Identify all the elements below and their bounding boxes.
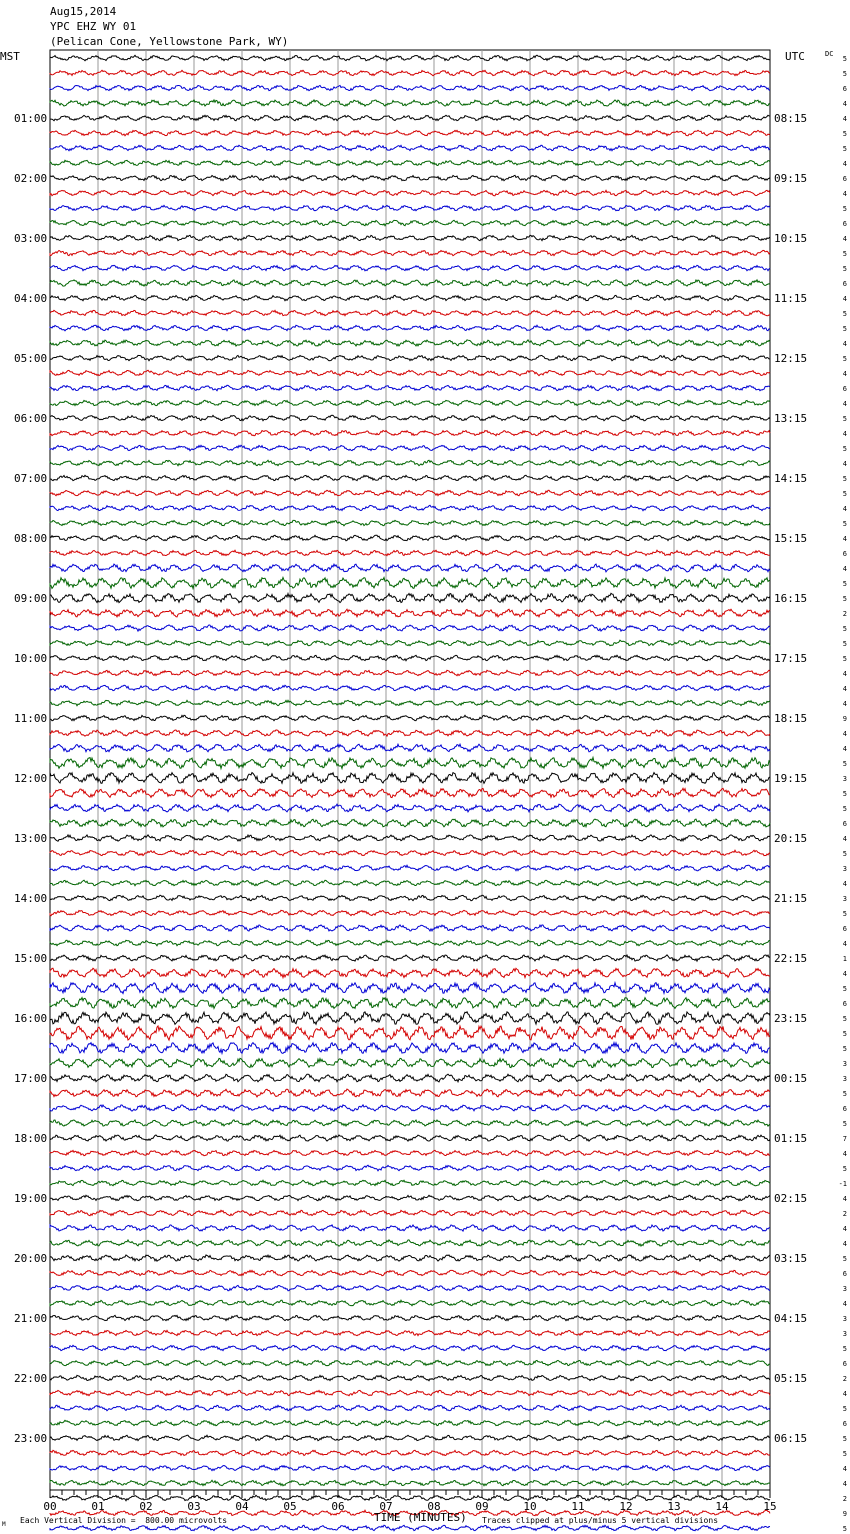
seismic-trace — [50, 550, 770, 556]
seismic-trace — [50, 788, 770, 797]
seismic-trace — [50, 1150, 770, 1155]
x-tick-label: 04 — [235, 1500, 249, 1513]
seismic-trace — [50, 1120, 770, 1126]
seismic-trace — [50, 1495, 770, 1500]
left-hour-label: 03:00 — [14, 232, 48, 245]
dc-offset-label: 4 — [842, 460, 847, 468]
seismic-trace — [50, 430, 770, 435]
left-hour-label: 04:00 — [14, 292, 48, 305]
seismic-trace — [50, 670, 770, 675]
dc-offset-label: 4 — [842, 340, 847, 348]
x-tick-label: 01 — [91, 1500, 105, 1513]
seismic-trace — [50, 1058, 770, 1067]
seismic-trace — [50, 1180, 770, 1186]
dc-offset-label: 5 — [842, 910, 847, 918]
dc-offset-label: 4 — [842, 1225, 847, 1233]
footer-clip-note: Traces clipped at plus/minus 5 vertical divisions — [482, 1516, 719, 1525]
dc-offset-label: 4 — [842, 295, 847, 303]
seismic-trace — [50, 819, 770, 827]
dc-offset-label: 6 — [842, 1270, 847, 1278]
right-hour-label: 12:15 — [774, 352, 808, 365]
seismic-trace — [50, 730, 770, 736]
right-axis-title: UTC — [785, 50, 805, 63]
seismic-trace — [50, 1360, 770, 1365]
dc-offset-label: 6 — [842, 550, 847, 558]
seismic-trace — [50, 983, 770, 994]
seismic-trace — [50, 445, 770, 450]
dc-offset-label: 4 — [842, 940, 847, 948]
dc-offset-label: 3 — [842, 775, 847, 783]
right-hour-label: 17:15 — [774, 652, 808, 665]
dc-offset-label: 4 — [842, 745, 847, 753]
seismic-trace — [50, 625, 770, 631]
dc-offset-label: 6 — [842, 820, 847, 828]
dc-offset-label: 5 — [842, 1525, 847, 1533]
seismic-trace — [50, 925, 770, 931]
dc-offset-label: 4 — [842, 1480, 847, 1488]
seismic-trace — [50, 1195, 770, 1200]
dc-offset-label: 5 — [842, 790, 847, 798]
x-tick-label: 05 — [283, 1500, 297, 1513]
seismic-trace — [50, 1105, 770, 1111]
seismic-trace — [50, 1012, 770, 1025]
seismic-trace — [50, 1255, 770, 1261]
dc-offset-label: 5 — [842, 1345, 847, 1353]
seismic-trace — [50, 744, 770, 752]
dc-offset-label: 5 — [842, 70, 847, 78]
right-hour-label: 00:15 — [774, 1072, 808, 1085]
dc-offset-label: 6 — [842, 280, 847, 288]
x-tick-label: 07 — [379, 1500, 393, 1513]
dc-offset-label: 9 — [842, 715, 847, 723]
dc-offset-label: 4 — [842, 1390, 847, 1398]
dc-offset-label: 2 — [842, 1210, 847, 1218]
x-tick-label: 09 — [475, 1500, 489, 1513]
dc-offset-label: 4 — [842, 160, 847, 168]
seismic-trace — [50, 1450, 770, 1455]
dc-offset-label: -1 — [838, 1180, 847, 1188]
seismic-trace — [50, 998, 770, 1009]
dc-offset-label: 5 — [842, 985, 847, 993]
dc-offset-label: 5 — [842, 1015, 847, 1023]
dc-offset-label: 4 — [842, 835, 847, 843]
left-hour-label: 22:00 — [14, 1372, 48, 1385]
seismic-trace — [50, 758, 770, 769]
left-hour-label: 19:00 — [14, 1192, 48, 1205]
dc-offset-label: 5 — [842, 1405, 847, 1413]
seismic-trace — [50, 490, 770, 495]
dc-offset-label: 4 — [842, 1300, 847, 1308]
x-tick-label: 12 — [619, 1500, 633, 1513]
right-hour-label: 23:15 — [774, 1012, 808, 1025]
dc-offset-label: 4 — [842, 100, 847, 108]
left-axis-title: MST — [0, 50, 20, 63]
dc-offset-label: 5 — [842, 850, 847, 858]
dc-offset-label: 5 — [842, 145, 847, 153]
dc-offset-label: 6 — [842, 220, 847, 228]
seismic-trace — [50, 700, 770, 705]
dc-offset-label: 4 — [842, 970, 847, 978]
dc-offset-label: 4 — [842, 505, 847, 513]
left-hour-label: 15:00 — [14, 952, 48, 965]
seismic-trace — [50, 115, 770, 120]
seismic-trace — [50, 220, 770, 225]
dc-offset-label: 4 — [842, 880, 847, 888]
right-hour-label: 10:15 — [774, 232, 808, 245]
dc-offset-label: 9 — [842, 1510, 847, 1518]
seismic-trace — [50, 804, 770, 812]
dc-column-title: DC — [825, 50, 834, 58]
seismic-trace — [50, 1285, 770, 1290]
seismic-trace — [50, 250, 770, 255]
seismic-trace — [50, 880, 770, 886]
left-hour-label: 13:00 — [14, 832, 48, 845]
right-hour-label: 18:15 — [774, 712, 808, 725]
seismic-trace — [50, 400, 770, 405]
dc-offset-label: 6 — [842, 85, 847, 93]
dc-offset-label: 5 — [842, 310, 847, 318]
dc-offset-label: 3 — [842, 865, 847, 873]
seismic-trace — [50, 1026, 770, 1040]
seismic-trace — [50, 325, 770, 331]
dc-offset-label: 4 — [842, 535, 847, 543]
x-tick-label: 00 — [43, 1500, 57, 1513]
dc-offset-label: 4 — [842, 430, 847, 438]
dc-offset-label: 5 — [842, 250, 847, 258]
seismic-trace — [50, 1135, 770, 1141]
dc-offset-label: 5 — [842, 520, 847, 528]
header-location: (Pelican Cone, Yellowstone Park, WY) — [50, 35, 289, 48]
seismic-trace — [50, 835, 770, 841]
left-hour-label: 16:00 — [14, 1012, 48, 1025]
right-hour-label: 05:15 — [774, 1372, 808, 1385]
seismic-trace — [50, 910, 770, 916]
dc-offset-label: 5 — [842, 265, 847, 273]
dc-offset-label: 4 — [842, 115, 847, 123]
seismic-trace — [50, 1525, 770, 1531]
seismic-trace — [50, 310, 770, 316]
left-hour-label: 20:00 — [14, 1252, 48, 1265]
seismic-trace — [50, 1043, 770, 1054]
x-tick-label: 06 — [331, 1500, 345, 1513]
x-tick-label: 10 — [523, 1500, 537, 1513]
right-hour-label: 21:15 — [774, 892, 808, 905]
seismic-trace — [50, 535, 770, 541]
seismic-trace — [50, 55, 770, 61]
seismic-trace — [50, 505, 770, 511]
dc-offset-label: 5 — [842, 355, 847, 363]
dc-offset-label: 5 — [842, 625, 847, 633]
dc-offset-label: 3 — [842, 1315, 847, 1323]
dc-offset-label: 4 — [842, 670, 847, 678]
dc-offset-label: 5 — [842, 55, 847, 63]
dc-offset-label: 4 — [842, 235, 847, 243]
seismic-trace — [50, 130, 770, 136]
header-date: Aug15,2014 — [50, 5, 117, 18]
left-hour-label: 23:00 — [14, 1432, 48, 1445]
dc-offset-label: 6 — [842, 1105, 847, 1113]
seismic-trace — [50, 1375, 770, 1381]
dc-offset-label: 3 — [842, 1075, 847, 1083]
right-hour-label: 14:15 — [774, 472, 808, 485]
x-tick-label: 08 — [427, 1500, 441, 1513]
x-tick-label: 14 — [715, 1500, 729, 1513]
seismic-trace — [50, 865, 770, 871]
seismic-trace — [50, 280, 770, 286]
seismic-trace — [50, 1435, 770, 1440]
dc-offset-label: 5 — [842, 1165, 847, 1173]
right-hour-label: 16:15 — [774, 592, 808, 605]
right-hour-label: 08:15 — [774, 112, 808, 125]
seismic-trace — [50, 593, 770, 602]
footer-scale: Each Vertical Division = 800.00 microvolts — [20, 1516, 228, 1525]
dc-offset-label: 5 — [842, 655, 847, 663]
dc-offset-label: 4 — [842, 370, 847, 378]
seismic-trace — [50, 475, 770, 480]
seismic-trace — [50, 175, 770, 180]
x-tick-label: 11 — [571, 1500, 585, 1513]
seismic-trace — [50, 355, 770, 360]
right-hour-label: 15:15 — [774, 532, 808, 545]
right-hour-label: 09:15 — [774, 172, 808, 185]
right-hour-label: 03:15 — [774, 1252, 808, 1265]
footer-corner-mark: M — [2, 1521, 6, 1528]
seismic-trace — [50, 160, 770, 165]
left-hour-label: 02:00 — [14, 172, 48, 185]
seismic-trace — [50, 609, 770, 617]
dc-offset-label: 2 — [842, 1375, 847, 1383]
seismic-trace — [50, 1465, 770, 1471]
seismic-trace — [50, 370, 770, 375]
left-hour-label: 09:00 — [14, 592, 48, 605]
dc-offset-label: 5 — [842, 415, 847, 423]
dc-offset-label: 5 — [842, 1255, 847, 1263]
dc-offset-label: 5 — [842, 475, 847, 483]
right-hour-label: 13:15 — [774, 412, 808, 425]
dc-offset-label: 5 — [842, 1435, 847, 1443]
dc-offset-label: 1 — [842, 955, 847, 963]
seismic-trace — [50, 1210, 770, 1215]
left-hour-label: 07:00 — [14, 472, 48, 485]
seismic-trace — [50, 415, 770, 420]
dc-offset-label: 6 — [842, 1420, 847, 1428]
dc-offset-label: 4 — [842, 190, 847, 198]
dc-offset-label: 2 — [842, 1495, 847, 1503]
left-hour-label: 08:00 — [14, 532, 48, 545]
dc-offset-label: 4 — [842, 565, 847, 573]
right-hour-label: 11:15 — [774, 292, 808, 305]
seismic-trace — [50, 685, 770, 690]
dc-offset-label: 5 — [842, 595, 847, 603]
seismic-trace — [50, 1405, 770, 1410]
seismic-trace — [50, 1165, 770, 1171]
left-hour-label: 05:00 — [14, 352, 48, 365]
dc-offset-label: 5 — [842, 1120, 847, 1128]
dc-offset-label: 5 — [842, 640, 847, 648]
left-hour-label: 06:00 — [14, 412, 48, 425]
dc-offset-label: 5 — [842, 445, 847, 453]
seismic-trace — [50, 715, 770, 720]
right-hour-label: 01:15 — [774, 1132, 808, 1145]
seismic-trace — [50, 295, 770, 300]
dc-offset-label: 5 — [842, 805, 847, 813]
left-hour-label: 14:00 — [14, 892, 48, 905]
seismic-trace — [50, 1270, 770, 1276]
seismic-trace — [50, 205, 770, 210]
dc-offset-label: 5 — [842, 1090, 847, 1098]
dc-offset-label: 2 — [842, 610, 847, 618]
dc-offset-label: 3 — [842, 1060, 847, 1068]
dc-offset-label: 3 — [842, 1330, 847, 1338]
dc-offset-label: 7 — [842, 1135, 847, 1143]
seismic-trace — [50, 968, 770, 977]
right-hour-label: 02:15 — [774, 1192, 808, 1205]
seismic-trace — [50, 235, 770, 240]
dc-offset-label: 5 — [842, 760, 847, 768]
dc-offset-label: 6 — [842, 1360, 847, 1368]
right-hour-label: 22:15 — [774, 952, 808, 965]
seismic-trace — [50, 1345, 770, 1351]
dc-offset-label: 5 — [842, 490, 847, 498]
seismic-trace — [50, 655, 770, 660]
seismic-trace — [50, 340, 770, 346]
dc-offset-label: 4 — [842, 1465, 847, 1473]
left-hour-label: 01:00 — [14, 112, 48, 125]
right-hour-label: 06:15 — [774, 1432, 808, 1445]
seismic-trace — [50, 520, 770, 526]
seismic-trace — [50, 1390, 770, 1395]
left-hour-label: 17:00 — [14, 1072, 48, 1085]
dc-offset-label: 5 — [842, 325, 847, 333]
right-hour-label: 04:15 — [774, 1312, 808, 1325]
seismic-trace — [50, 773, 770, 784]
seismic-trace — [50, 265, 770, 271]
seismic-trace — [50, 895, 770, 901]
dc-offset-label: 3 — [842, 1285, 847, 1293]
dc-offset-label: 4 — [842, 730, 847, 738]
seismic-trace — [50, 1315, 770, 1320]
seismic-trace — [50, 578, 770, 589]
dc-offset-label: 4 — [842, 685, 847, 693]
seismic-trace — [50, 70, 770, 76]
left-hour-label: 11:00 — [14, 712, 48, 725]
seismic-trace — [50, 385, 770, 390]
left-hour-label: 18:00 — [14, 1132, 48, 1145]
x-tick-label: 03 — [187, 1500, 201, 1513]
right-hour-label: 20:15 — [774, 832, 808, 845]
left-hour-label: 21:00 — [14, 1312, 48, 1325]
dc-offset-label: 5 — [842, 205, 847, 213]
dc-offset-label: 5 — [842, 130, 847, 138]
dc-offset-label: 6 — [842, 1000, 847, 1008]
x-tick-label: 02 — [139, 1500, 153, 1513]
dc-offset-label: 4 — [842, 400, 847, 408]
seismic-trace — [50, 1240, 770, 1246]
seismic-trace — [50, 1480, 770, 1486]
seismic-trace — [50, 1330, 770, 1335]
right-hour-label: 19:15 — [774, 772, 808, 785]
header-station: YPC EHZ WY 01 — [50, 20, 137, 33]
seismic-trace — [50, 564, 770, 572]
seismic-trace — [50, 955, 770, 961]
seismic-trace — [50, 1089, 770, 1097]
dc-offset-label: 6 — [842, 385, 847, 393]
dc-offset-label: 6 — [842, 925, 847, 933]
seismic-trace — [50, 1225, 770, 1231]
dc-offset-label: 4 — [842, 1240, 847, 1248]
dc-offset-label: 4 — [842, 1195, 847, 1203]
dc-offset-label: 5 — [842, 1450, 847, 1458]
x-tick-label: 15 — [763, 1500, 777, 1513]
dc-offset-label: 5 — [842, 580, 847, 588]
seismic-trace — [50, 190, 770, 196]
seismic-trace — [50, 460, 770, 465]
dc-offset-label: 5 — [842, 1045, 847, 1053]
seismic-trace — [50, 1420, 770, 1426]
seismic-trace — [50, 850, 770, 856]
left-hour-label: 12:00 — [14, 772, 48, 785]
dc-offset-label: 4 — [842, 1150, 847, 1158]
seismic-trace — [50, 640, 770, 646]
seismic-trace — [50, 940, 770, 946]
dc-offset-label: 3 — [842, 895, 847, 903]
dc-offset-label: 6 — [842, 175, 847, 183]
seismic-trace — [50, 100, 770, 106]
seismic-trace — [50, 145, 770, 150]
seismic-trace — [50, 1300, 770, 1305]
seismic-trace — [50, 1074, 770, 1082]
x-tick-label: 13 — [667, 1500, 681, 1513]
dc-offset-label: 5 — [842, 1030, 847, 1038]
left-hour-label: 10:00 — [14, 652, 48, 665]
x-axis-label: TIME (MINUTES) — [374, 1511, 467, 1524]
dc-offset-label: 4 — [842, 700, 847, 708]
seismic-trace — [50, 85, 770, 90]
